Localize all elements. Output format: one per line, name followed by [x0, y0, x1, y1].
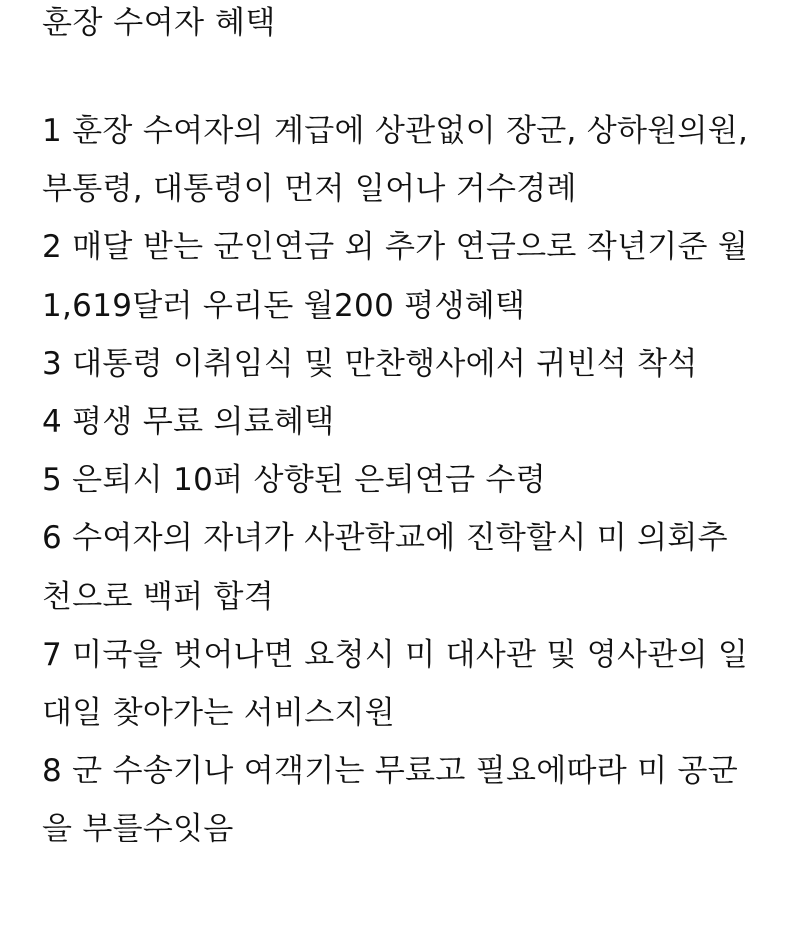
text-line: 7 미국을 벗어나면 요청시 미 대사관 및 영사관의 일	[42, 636, 749, 673]
text-line: 3 대통령 이취임식 및 만찬행사에서 귀빈석 착석	[42, 345, 698, 382]
benefits-list	[42, 102, 780, 859]
text-line: 8 군 수송기나 여객기는 무료고 필요에따라 미 공군	[42, 753, 739, 790]
text-line: 1 훈장 수여자의 계급에 상관없이 장군, 상하원의원,	[42, 113, 749, 149]
text-line: 1,619달러 우리돈 월200 평생혜택	[42, 287, 526, 324]
text-line: 부통령, 대통령이 먼저 일어나 거수경례	[42, 171, 577, 208]
text-line: 2 매달 받는 군인연금 외 추가 연금으로 작년기준 월	[42, 229, 749, 266]
text-line: 4 평생 무료 의료혜택	[42, 404, 335, 441]
text-line: 천으로 백퍼 합격	[42, 578, 275, 615]
text-line: 을 부를수잇음	[42, 811, 234, 848]
text-line: 대일 찾아가는 서비스지원	[42, 695, 396, 732]
document-title: 훈장 수여자 혜택	[42, 5, 276, 41]
text-line: 5 은퇴시 10퍼 상향된 은퇴연금 수령	[42, 462, 547, 499]
text-line: 6 수여자의 자녀가 사관학교에 진학할시 미 의회추	[42, 520, 728, 557]
